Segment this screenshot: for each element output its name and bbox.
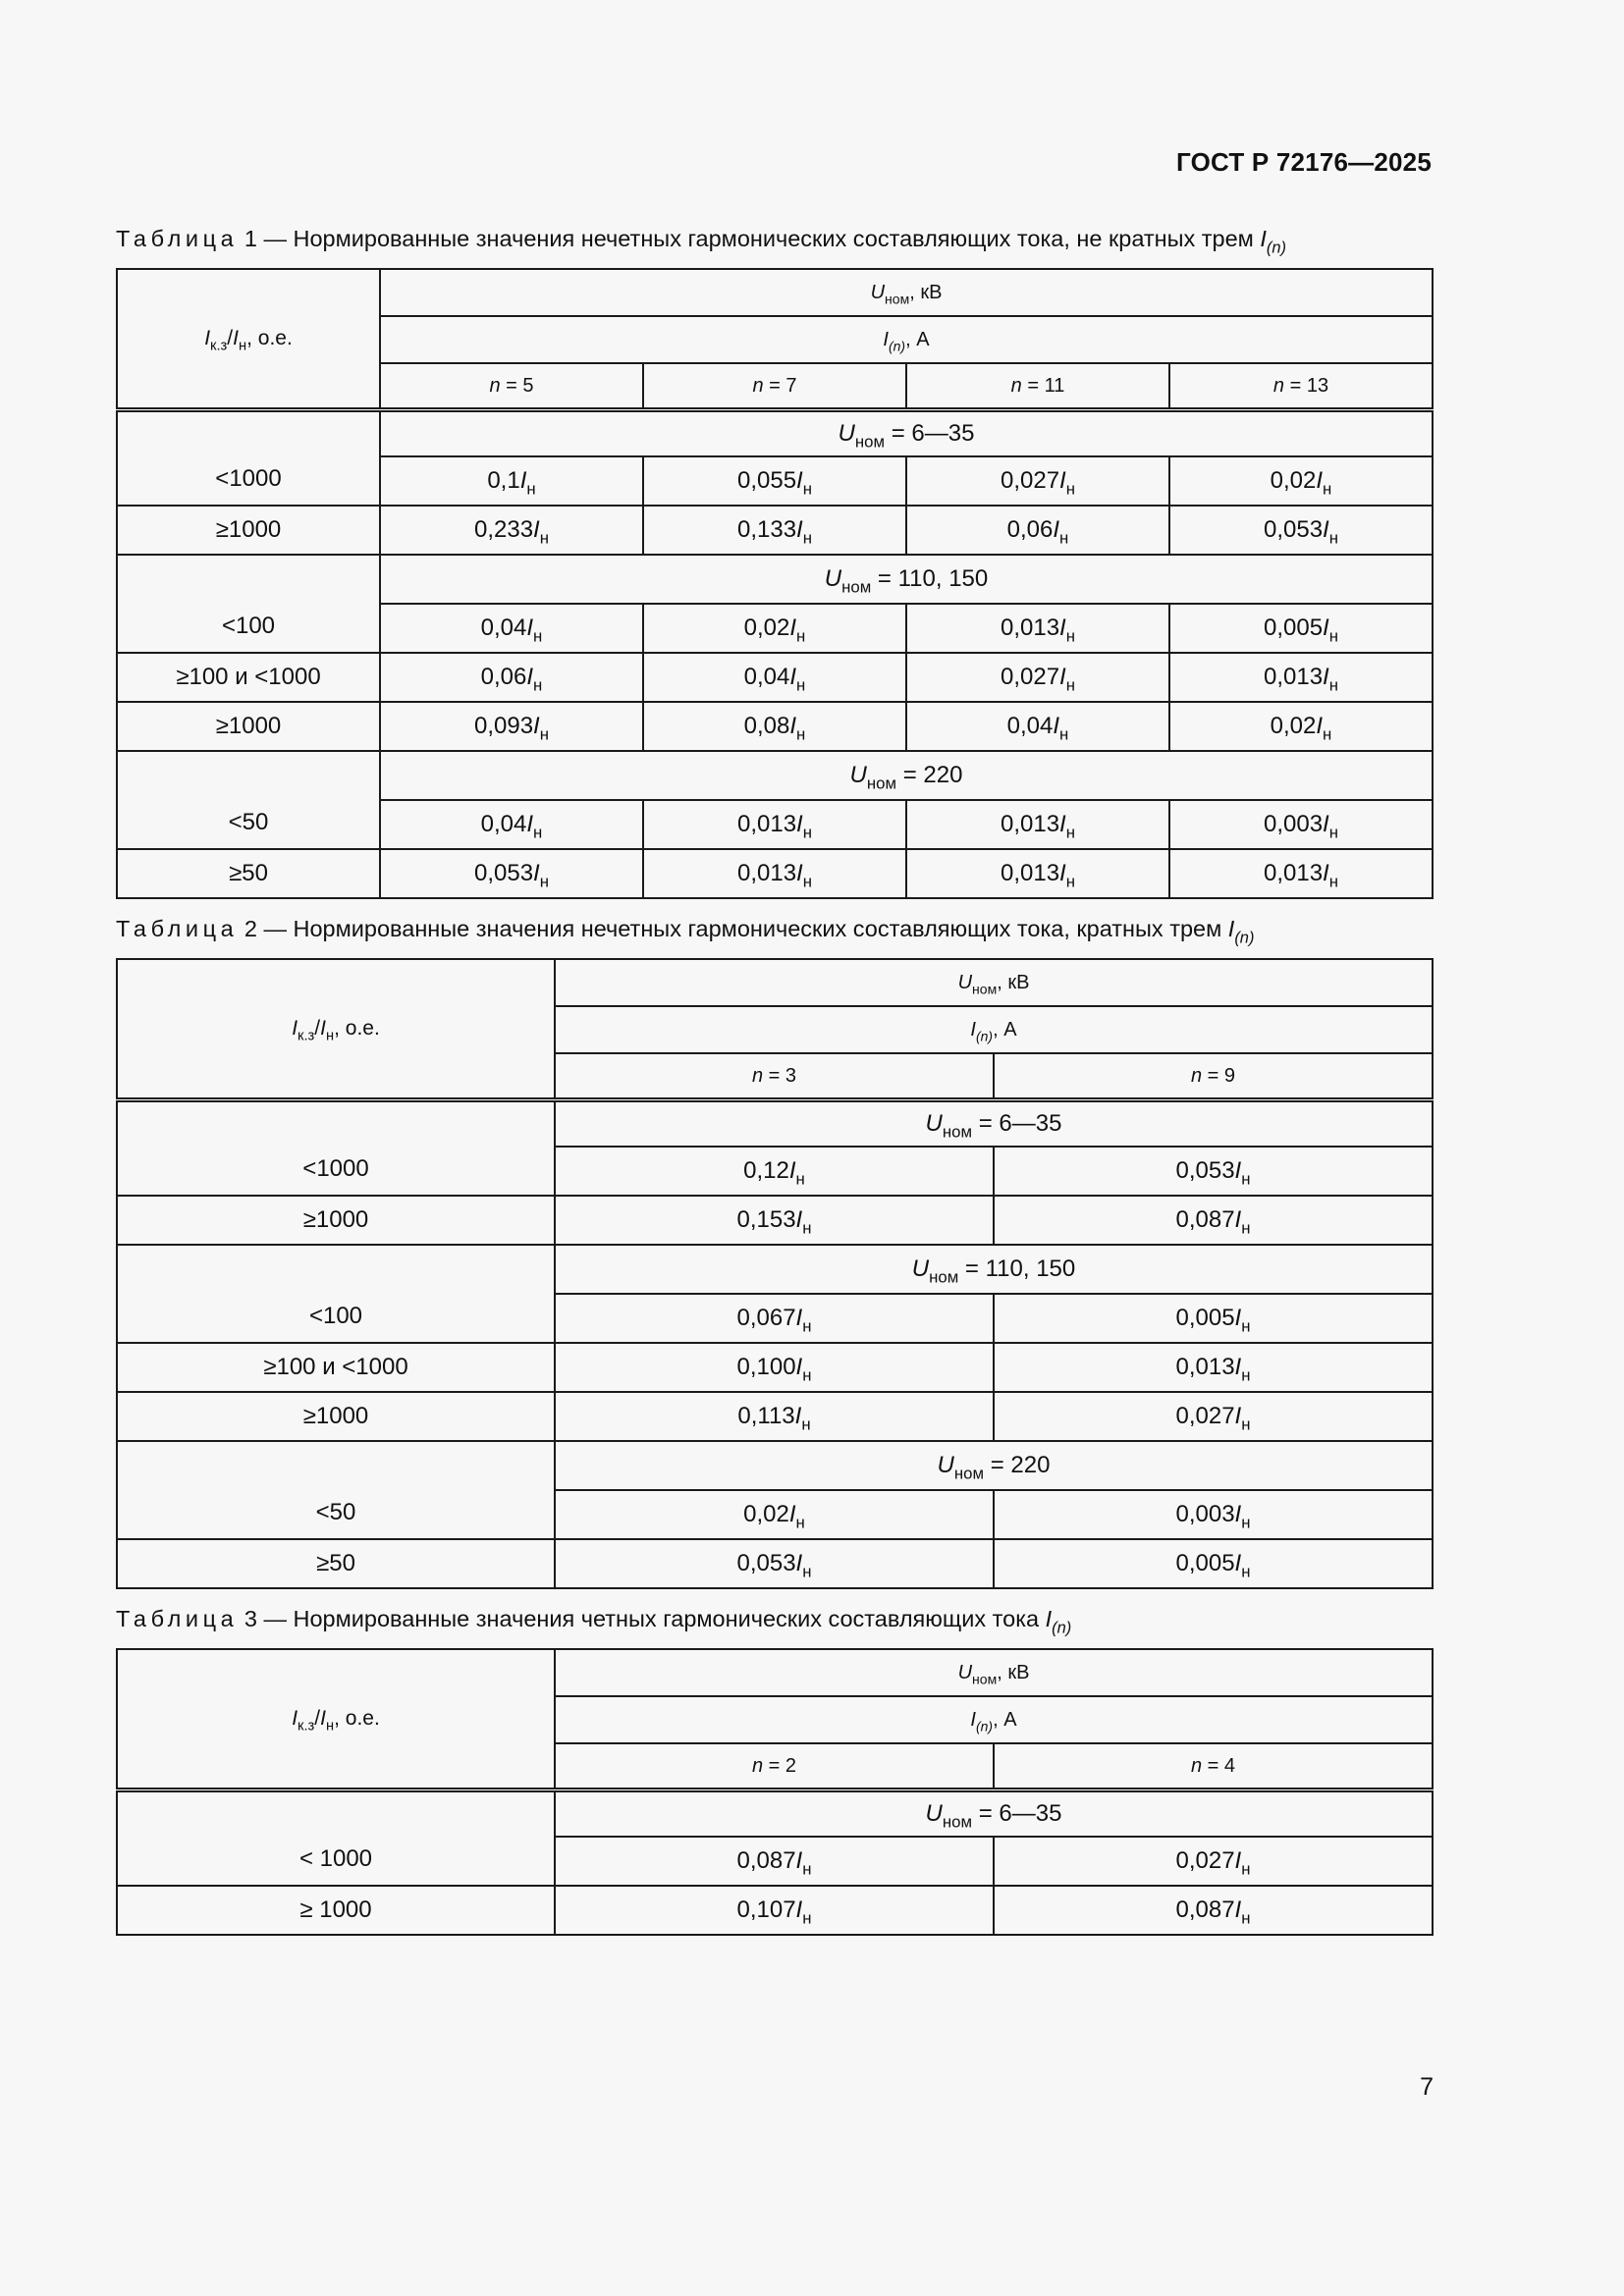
value-cell: $0,093I_н$	[380, 702, 643, 751]
document-code: ГОСТ Р 72176—2025	[1176, 147, 1432, 177]
value-cell: $0,013I_н$	[643, 800, 906, 849]
harmonic-header: n = 5	[380, 363, 643, 409]
value-cell: $0,053I_н$	[380, 849, 643, 898]
value-cell: $0,107I_н$	[555, 1886, 994, 1935]
value-cell: $0,013I_н$	[643, 849, 906, 898]
voltage-group-header: $U_{ном} = 220$	[555, 1441, 1433, 1490]
voltage-group-header: $U_{ном}$ = 6—35	[380, 409, 1433, 456]
value-cell: $0,02I_н$	[1169, 702, 1433, 751]
value-cell: $0,113I_н$	[555, 1392, 994, 1441]
harmonic-header: n = 13	[1169, 363, 1433, 409]
caption-subscript: (n)	[1266, 239, 1286, 257]
value-cell: $0,087I_н$	[994, 1886, 1433, 1935]
table-3	[116, 1648, 1434, 1936]
ratio-cell: < 1000	[117, 1789, 555, 1886]
ratio-cell: ≥100 и <1000	[117, 1343, 555, 1392]
caption-symbol: I	[1260, 226, 1267, 251]
value-cell: $0,013I_н$	[906, 849, 1169, 898]
value-cell: $0,013I_н$	[906, 604, 1169, 653]
voltage-group-header: $U_{ном} = 110$, 150	[380, 555, 1433, 604]
value-cell: $0,027I_н$	[906, 456, 1169, 506]
value-cell: $0,027I_н$	[906, 653, 1169, 702]
current-header: $I_{(n)}$, А	[555, 1696, 1433, 1743]
value-cell: $0,027I_н$	[994, 1837, 1433, 1886]
value-cell: $0,02I_н$	[643, 604, 906, 653]
table-3-caption	[116, 1606, 1072, 1637]
value-cell: $0,003I_н$	[994, 1490, 1433, 1539]
ratio-header: $I_{к.з}/I_н$, о.е.	[117, 959, 555, 1099]
table-2-caption	[116, 916, 1255, 947]
harmonic-header: n = 7	[643, 363, 906, 409]
ratio-cell: ≥100 и <1000	[117, 653, 380, 702]
value-cell: $0,013I_н$	[994, 1343, 1433, 1392]
caption-text: — Нормированные значения четных гармонических составляющих тока	[256, 1606, 1046, 1631]
value-cell: $0,013I_н$	[906, 800, 1169, 849]
caption-text: — Нормированные значения нечетных гармонических составляющих тока, кратных трем	[256, 916, 1228, 941]
caption-symbol: I	[1045, 1606, 1053, 1631]
value-cell: $0,053I_н$	[555, 1539, 994, 1588]
current-header: $I_{(n)}$, А	[380, 316, 1433, 363]
harmonic-header: n = 2	[555, 1743, 994, 1789]
ratio-cell: <50	[117, 751, 380, 849]
voltage-header: $U_{ном}$, кВ	[555, 959, 1433, 1006]
value-cell: $0,02I_н$	[555, 1490, 994, 1539]
current-header: $I_{(n)}$, А	[555, 1006, 1433, 1053]
voltage-group-header: $U_{ном} = 220$	[380, 751, 1433, 800]
value-cell: $0,005I_н$	[994, 1294, 1433, 1343]
value-cell: $0,153I_н$	[555, 1196, 994, 1245]
harmonic-header: n = 3	[555, 1053, 994, 1099]
value-cell: $0,04I_н$	[643, 653, 906, 702]
harmonic-header: n = 11	[906, 363, 1169, 409]
ratio-cell: <100	[117, 1245, 555, 1343]
value-cell: $0,04I_н$	[380, 604, 643, 653]
value-cell: $0,08I_н$	[643, 702, 906, 751]
ratio-cell: ≥50	[117, 849, 380, 898]
voltage-header: $U_{ном}$, кВ	[380, 269, 1433, 316]
table-word: Таблица	[116, 226, 239, 251]
caption-subscript: (n)	[1234, 929, 1255, 947]
value-cell: $0,003I_н$	[1169, 800, 1433, 849]
page-number: 7	[1420, 2073, 1434, 2101]
caption-subscript: (n)	[1052, 1619, 1072, 1637]
ratio-cell: <100	[117, 555, 380, 653]
value-cell: $0,04I_н$	[380, 800, 643, 849]
table-number: 2	[244, 916, 257, 941]
value-cell: $0,133I_н$	[643, 506, 906, 555]
value-cell: $0,053I_н$	[1169, 506, 1433, 555]
value-cell: $0,055I_н$	[643, 456, 906, 506]
harmonic-header: n = 9	[994, 1053, 1433, 1099]
harmonic-header: n = 4	[994, 1743, 1433, 1789]
value-cell: $0,087I_н$	[994, 1196, 1433, 1245]
value-cell: $0,1I_н$	[380, 456, 643, 506]
ratio-cell: <1000	[117, 1099, 555, 1196]
ratio-cell: ≥50	[117, 1539, 555, 1588]
value-cell: $0,02I_н$	[1169, 456, 1433, 506]
value-cell: $0,013I_н$	[1169, 653, 1433, 702]
ratio-header: $I_{к.з}/I_н$, о.е.	[117, 1649, 555, 1789]
ratio-cell: ≥1000	[117, 702, 380, 751]
table-word: Таблица	[116, 916, 239, 941]
table-word: Таблица	[116, 1606, 239, 1631]
table-1-caption	[116, 226, 1286, 257]
ratio-cell: <1000	[117, 409, 380, 506]
table-1	[116, 268, 1434, 899]
voltage-header: $U_{ном}$, кВ	[555, 1649, 1433, 1696]
table-2	[116, 958, 1434, 1589]
ratio-cell: ≥1000	[117, 1196, 555, 1245]
ratio-cell: <50	[117, 1441, 555, 1539]
value-cell: $0,233I_н$	[380, 506, 643, 555]
value-cell: $0,06I_н$	[906, 506, 1169, 555]
table-number: 1	[244, 226, 257, 251]
ratio-cell: ≥1000	[117, 1392, 555, 1441]
ratio-header: $I_{к.з}/I_н$, о.е.	[117, 269, 380, 409]
value-cell: $0,013I_н$	[1169, 849, 1433, 898]
value-cell: $0,04I_н$	[906, 702, 1169, 751]
value-cell: $0,027I_н$	[994, 1392, 1433, 1441]
table-number: 3	[244, 1606, 257, 1631]
value-cell: $0,005I_н$	[1169, 604, 1433, 653]
value-cell: $0,100I_н$	[555, 1343, 994, 1392]
value-cell: $0,087I_н$	[555, 1837, 994, 1886]
value-cell: $0,053I_н$	[994, 1147, 1433, 1196]
value-cell: $0,005I_н$	[994, 1539, 1433, 1588]
voltage-group-header: $U_{ном} = 110$, 150	[555, 1245, 1433, 1294]
voltage-group-header: $U_{ном}$ = 6—35	[555, 1099, 1433, 1147]
value-cell: $0,12I_н$	[555, 1147, 994, 1196]
value-cell: $0,06I_н$	[380, 653, 643, 702]
caption-text: — Нормированные значения нечетных гармонических составляющих тока, не кратных трем	[256, 226, 1261, 251]
caption-symbol: I	[1227, 916, 1235, 941]
ratio-cell: ≥1000	[117, 506, 380, 555]
ratio-cell: ≥ 1000	[117, 1886, 555, 1935]
value-cell: $0,067I_н$	[555, 1294, 994, 1343]
voltage-group-header: $U_{ном}$ = 6—35	[555, 1789, 1433, 1837]
